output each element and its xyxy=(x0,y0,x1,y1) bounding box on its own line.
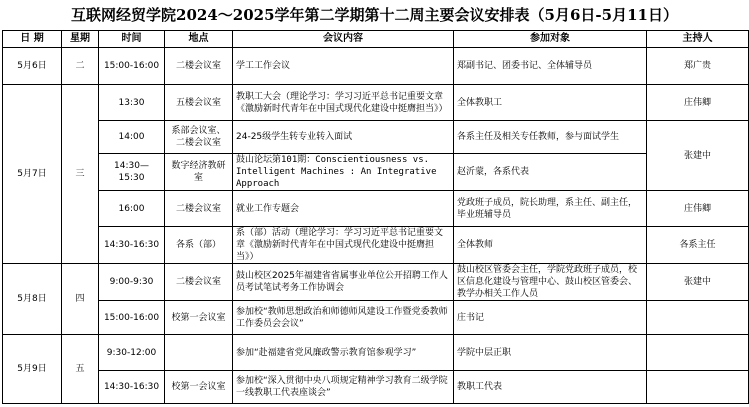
time-cell: 14:00 xyxy=(99,121,165,154)
participants-cell: 鼓山校区管委会主任，学院党政班子成员，校区信息化建设与管理中心、鼓山校区管委会、教学办相关工作人员 xyxy=(454,264,647,301)
date-cell: 5月9日 xyxy=(3,335,62,404)
participants-cell: 全体教职工 xyxy=(454,85,647,121)
host-cell xyxy=(647,335,749,371)
meeting-schedule-table xyxy=(2,30,749,404)
table-row xyxy=(3,264,749,301)
table-row xyxy=(3,301,749,335)
time-cell: 15:00-16:00 xyxy=(99,301,165,335)
content-cell: 就业工作专题会 xyxy=(233,191,454,227)
location-cell: 校第一会议室 xyxy=(165,371,233,404)
table-row xyxy=(3,335,749,371)
table-row xyxy=(3,191,749,227)
host-cell: 张建中 xyxy=(647,121,749,191)
participants-cell: 郑副书记、团委书记、全体辅导员 xyxy=(454,48,647,85)
header-participants: 参加对象 xyxy=(454,31,647,48)
time-cell: 16:00 xyxy=(99,191,165,227)
location-cell: 五楼会议室 xyxy=(165,85,233,121)
host-cell: 张建中 xyxy=(647,264,749,301)
location-cell: 二楼会议室 xyxy=(165,191,233,227)
time-cell: 9:00-9:30 xyxy=(99,264,165,301)
header-location: 地点 xyxy=(165,31,233,48)
table-row xyxy=(3,371,749,404)
header-row xyxy=(3,31,749,48)
content-cell: 参加“赴福建省党风廉政警示教育馆参观学习” xyxy=(233,335,454,371)
time-cell: 14:30-16:30 xyxy=(99,371,165,404)
content-cell: 参加校“教师思想政治和师德师风建设工作暨党委教师工作委员会会议” xyxy=(233,301,454,335)
host-cell: 郑广贵 xyxy=(647,48,749,85)
content-cell: 系（部）活动（理论学习：学习习近平总书记重要文章《激励新时代青年在中国式现代化建设中挺膺担当》） xyxy=(233,227,454,264)
location-cell: 各系（部） xyxy=(165,227,233,264)
host-cell: 各系主任 xyxy=(647,227,749,264)
date-cell: 5月8日 xyxy=(3,264,62,335)
host-cell: 庄伟卿 xyxy=(647,85,749,121)
content-cell: 参加校“深入贯彻中央八项规定精神学习教育二级学院一线教职工代表座谈会” xyxy=(233,371,454,404)
content-cell: 鼓山论坛第101期：Conscientiousness vs. Intelligent Machines : An Integrative Approach xyxy=(233,154,454,191)
header-host: 主持人 xyxy=(647,31,749,48)
participants-cell: 全体教师 xyxy=(454,227,647,264)
table-row xyxy=(3,121,749,154)
table-row xyxy=(3,154,749,191)
table-row xyxy=(3,85,749,121)
location-cell: 二楼会议室 xyxy=(165,48,233,85)
participants-cell: 赵沂蒙，各系代表 xyxy=(454,154,647,191)
participants-cell: 各系主任及相关专任教师，参与面试学生 xyxy=(454,121,647,154)
host-cell xyxy=(647,301,749,335)
time-cell: 14:30—15:30 xyxy=(99,154,165,191)
location-cell: 校第一会议室 xyxy=(165,301,233,335)
participants-cell: 庄书记 xyxy=(454,301,647,335)
date-cell: 5月7日 xyxy=(3,85,62,264)
time-cell: 15:00-16:00 xyxy=(99,48,165,85)
weekday-cell: 四 xyxy=(62,264,99,335)
location-cell: 数字经济教研室 xyxy=(165,154,233,191)
page-title: 互联网经贸学院2024～2025学年第二学期第十二周主要会议安排表（5月6日-5月11日） xyxy=(71,6,678,24)
location-cell: 系部会议室、二楼会议室 xyxy=(165,121,233,154)
header-weekday: 星期 xyxy=(62,31,99,48)
host-cell: 庄伟卿 xyxy=(647,191,749,227)
table-row xyxy=(3,227,749,264)
participants-cell: 学院中层正职 xyxy=(454,335,647,371)
content-cell: 教职工大会（理论学习：学习习近平总书记重要文章《激励新时代青年在中国式现代化建设中挺膺担当》） xyxy=(233,85,454,121)
time-cell: 13:30 xyxy=(99,85,165,121)
weekday-cell: 三 xyxy=(62,85,99,264)
content-cell: 学工工作会议 xyxy=(233,48,454,85)
time-cell: 14:30-16:30 xyxy=(99,227,165,264)
header-time: 时间 xyxy=(99,31,165,48)
content-cell: 鼓山校区2025年福建省省属事业单位公开招聘工作人员考试笔试考务工作协调会 xyxy=(233,264,454,301)
weekday-cell: 二 xyxy=(62,48,99,85)
host-cell xyxy=(647,371,749,404)
time-cell: 9:30-12:00 xyxy=(99,335,165,371)
header-date: 日 期 xyxy=(3,31,62,48)
content-cell: 24-25级学生转专业转入面试 xyxy=(233,121,454,154)
location-cell: 二楼会议室 xyxy=(165,264,233,301)
participants-cell: 教职工代表 xyxy=(454,371,647,404)
weekday-cell: 五 xyxy=(62,335,99,404)
header-content: 会议内容 xyxy=(233,31,454,48)
participants-cell: 党政班子成员，院长助理，系主任、副主任，毕业班辅导员 xyxy=(454,191,647,227)
date-cell: 5月6日 xyxy=(3,48,62,85)
table-row xyxy=(3,48,749,85)
location-cell xyxy=(165,335,233,371)
